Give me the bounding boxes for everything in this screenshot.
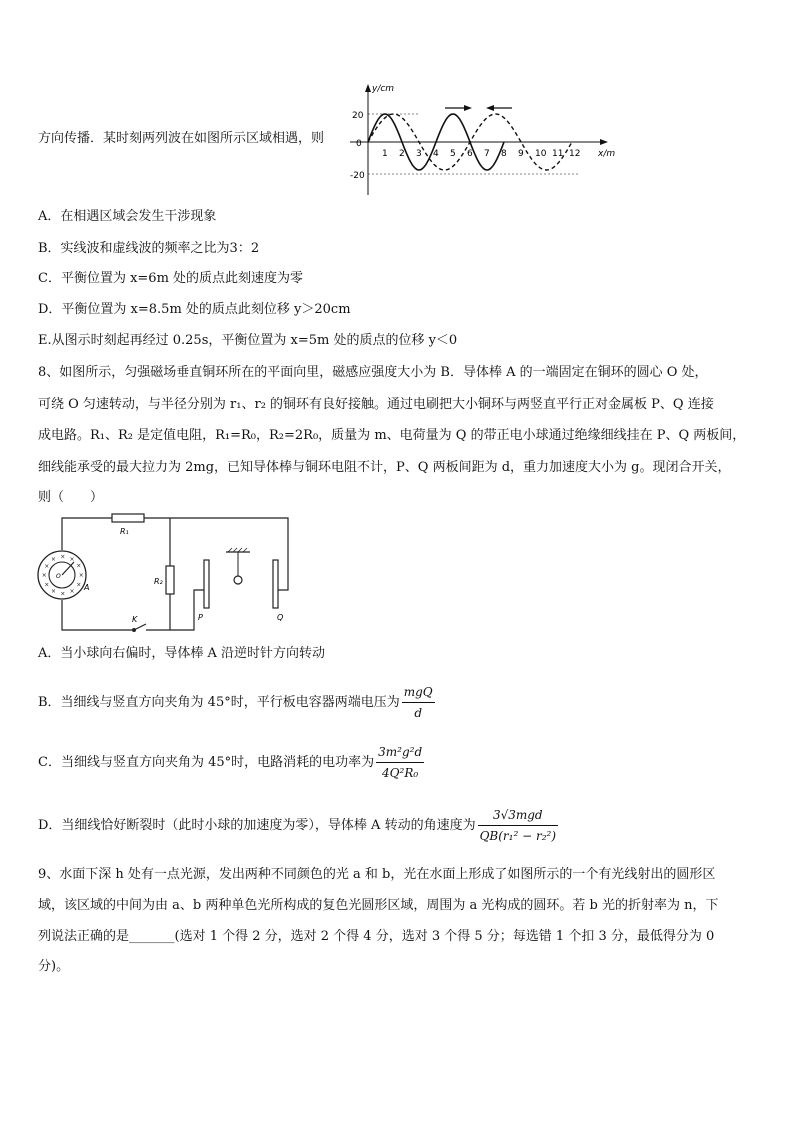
fraction-b [402, 682, 435, 723]
p-label: P [198, 613, 203, 622]
r2-label: R₂ [154, 577, 163, 586]
field-cross-icon: × [44, 581, 50, 589]
fraction-d-numerator: 3√3mgd [492, 808, 543, 822]
question-7-stem: 方向传播．某时刻两列波在如图所示区域相遇，则 [38, 131, 325, 146]
q8-option-d [38, 805, 558, 846]
q8-option-b-text: B．当细线与竖直方向夹角为 45°时，平行板电容器两端电压为 [38, 695, 400, 710]
r1-resistor [112, 514, 144, 522]
q9-line-3: 列说法正确的是_______(选对 1 个得 2 分，选对 2 个得 4 分，选对 3 个得 5 分；每选错 1 个扣 3 分，最低得分为 0 [38, 929, 715, 944]
x-tick-label: 11 [552, 149, 564, 159]
fraction-c [376, 742, 424, 783]
field-cross-icon: × [50, 556, 56, 563]
q9-line-4: 分)。 [38, 959, 70, 974]
q8-option-b [38, 682, 435, 723]
fraction-d [478, 805, 558, 846]
q9-line-1: 9、水面下深 h 处有一点光源，发出两种不同颜色的光 a 和 b，光在水面上形成了如图所示的一个有光线射出的圆形区 [38, 867, 716, 882]
circuit-diagram [34, 510, 304, 638]
q7-option-d: D．平衡位置为 x=8.5m 处的质点此刻位移 y＞20cm [38, 302, 351, 317]
q8-line-3: 成电路。R₁、R₂ 是定值电阻，R₁=R₀，R₂=2R₀，质量为 m、电荷量为 Q 的带正电小球通过绝缘细线挂在 P、Q 两板间， [38, 428, 746, 443]
q-label: Q [277, 613, 284, 622]
x-tick-label: 4 [433, 149, 439, 159]
fraction-b-numerator: mgQ [403, 685, 433, 699]
field-cross-icon: × [41, 572, 47, 579]
x-tick-label: 5 [450, 149, 456, 159]
r2-resistor [166, 566, 174, 594]
fraction-c-numerator: 3m²g²d [378, 745, 423, 759]
field-cross-icon: × [78, 572, 84, 579]
field-cross-icon: × [69, 588, 75, 595]
field-cross-icon: × [76, 581, 82, 589]
q8-option-a: A．当小球向右偏时，导体棒 A 沿逆时针方向转动 [38, 646, 326, 661]
x-tick-labels [382, 149, 580, 159]
switch-k [134, 624, 146, 630]
q7-option-b: B．实线波和虚线波的频率之比为3：2 [38, 241, 260, 256]
field-cross-icon: × [51, 588, 57, 595]
y-axis-label: y/cm [372, 84, 395, 94]
r1-label: R₁ [120, 527, 129, 536]
x-tick-label: 12 [569, 149, 581, 159]
q7-option-c: C．平衡位置为 x=6m 处的质点此刻速度为零 [38, 271, 304, 286]
q8-option-c-text: C．当细线与竖直方向夹角为 45°时，电路消耗的电功率为 [38, 755, 375, 770]
q8-option-c [38, 742, 424, 783]
x-axis-label: x/m [598, 149, 616, 159]
x-tick-label: 9 [518, 149, 524, 159]
field-cross-icon: × [44, 562, 50, 570]
q8-line-5: 则（ ） [38, 490, 104, 505]
left-arrow-icon [486, 105, 512, 111]
x-tick-label: 10 [535, 149, 547, 159]
plate-q [273, 560, 278, 608]
x-tick-label: 8 [501, 149, 507, 159]
plate-p [204, 560, 209, 608]
y-tick-20: 20 [352, 111, 364, 121]
x-tick-label: 1 [382, 149, 388, 159]
x-tick-label: 3 [416, 149, 422, 159]
field-cross-icon: × [69, 556, 75, 563]
q9-line-2: 域，该区域的中间为由 a、b 两种单色光所构成的复色光圆形区域，周围为 a 光构成的圆环。若 b 光的折射率为 n，下 [38, 898, 719, 913]
right-arrow-icon [445, 105, 472, 111]
q8-option-d-text: D．当细线恰好断裂时（此时小球的加速度为零），导体棒 A 转动的角速度为 [38, 818, 476, 833]
y-tick-neg20: -20 [350, 171, 365, 181]
q7-option-e: E.从图示时刻起再经过 0.25s，平衡位置为 x=5m 处的质点的位移 y＜0 [38, 333, 458, 348]
field-cross-icon: × [60, 590, 66, 598]
x-tick-label: 7 [484, 149, 490, 159]
fraction-d-denominator: QB(r₁² − r₂²) [478, 825, 558, 846]
wave-figure [350, 80, 620, 200]
x-tick-label: 2 [399, 149, 405, 159]
fraction-c-denominator: 4Q²R₀ [376, 762, 424, 783]
q8-line-1: 8、如图所示，匀强磁场垂直铜环所在的平面向里，磁感应强度大小为 B．导体棒 A 的一端固定在铜环的圆心 O 处， [38, 365, 708, 380]
q8-line-4: 细线能承受的最大拉力为 2mg，已知导体棒与铜环电阻不计，P、Q 两板间距为 d，重力加速度大小为 g。现闭合开关， [38, 460, 731, 475]
fraction-b-denominator: d [402, 702, 435, 723]
magnetic-field-crosses [42, 554, 84, 598]
q8-line-2: 可绕 O 匀速转动，与半径分别为 r₁、r₂ 的铜环有良好接触。通过电刷把大小铜环与两竖直平行正对金属板 P、Q 连接 [38, 397, 714, 412]
y-tick-0: 0 [356, 139, 362, 149]
charged-ball [234, 576, 242, 584]
field-cross-icon: × [76, 562, 82, 570]
field-cross-icon: × [60, 553, 66, 561]
x-tick-label: 6 [467, 149, 473, 159]
q7-option-a: A．在相遇区域会发生干涉现象 [38, 209, 217, 224]
k-label: K [132, 615, 138, 624]
a-label: A [84, 583, 90, 592]
o-label: O [56, 573, 61, 580]
